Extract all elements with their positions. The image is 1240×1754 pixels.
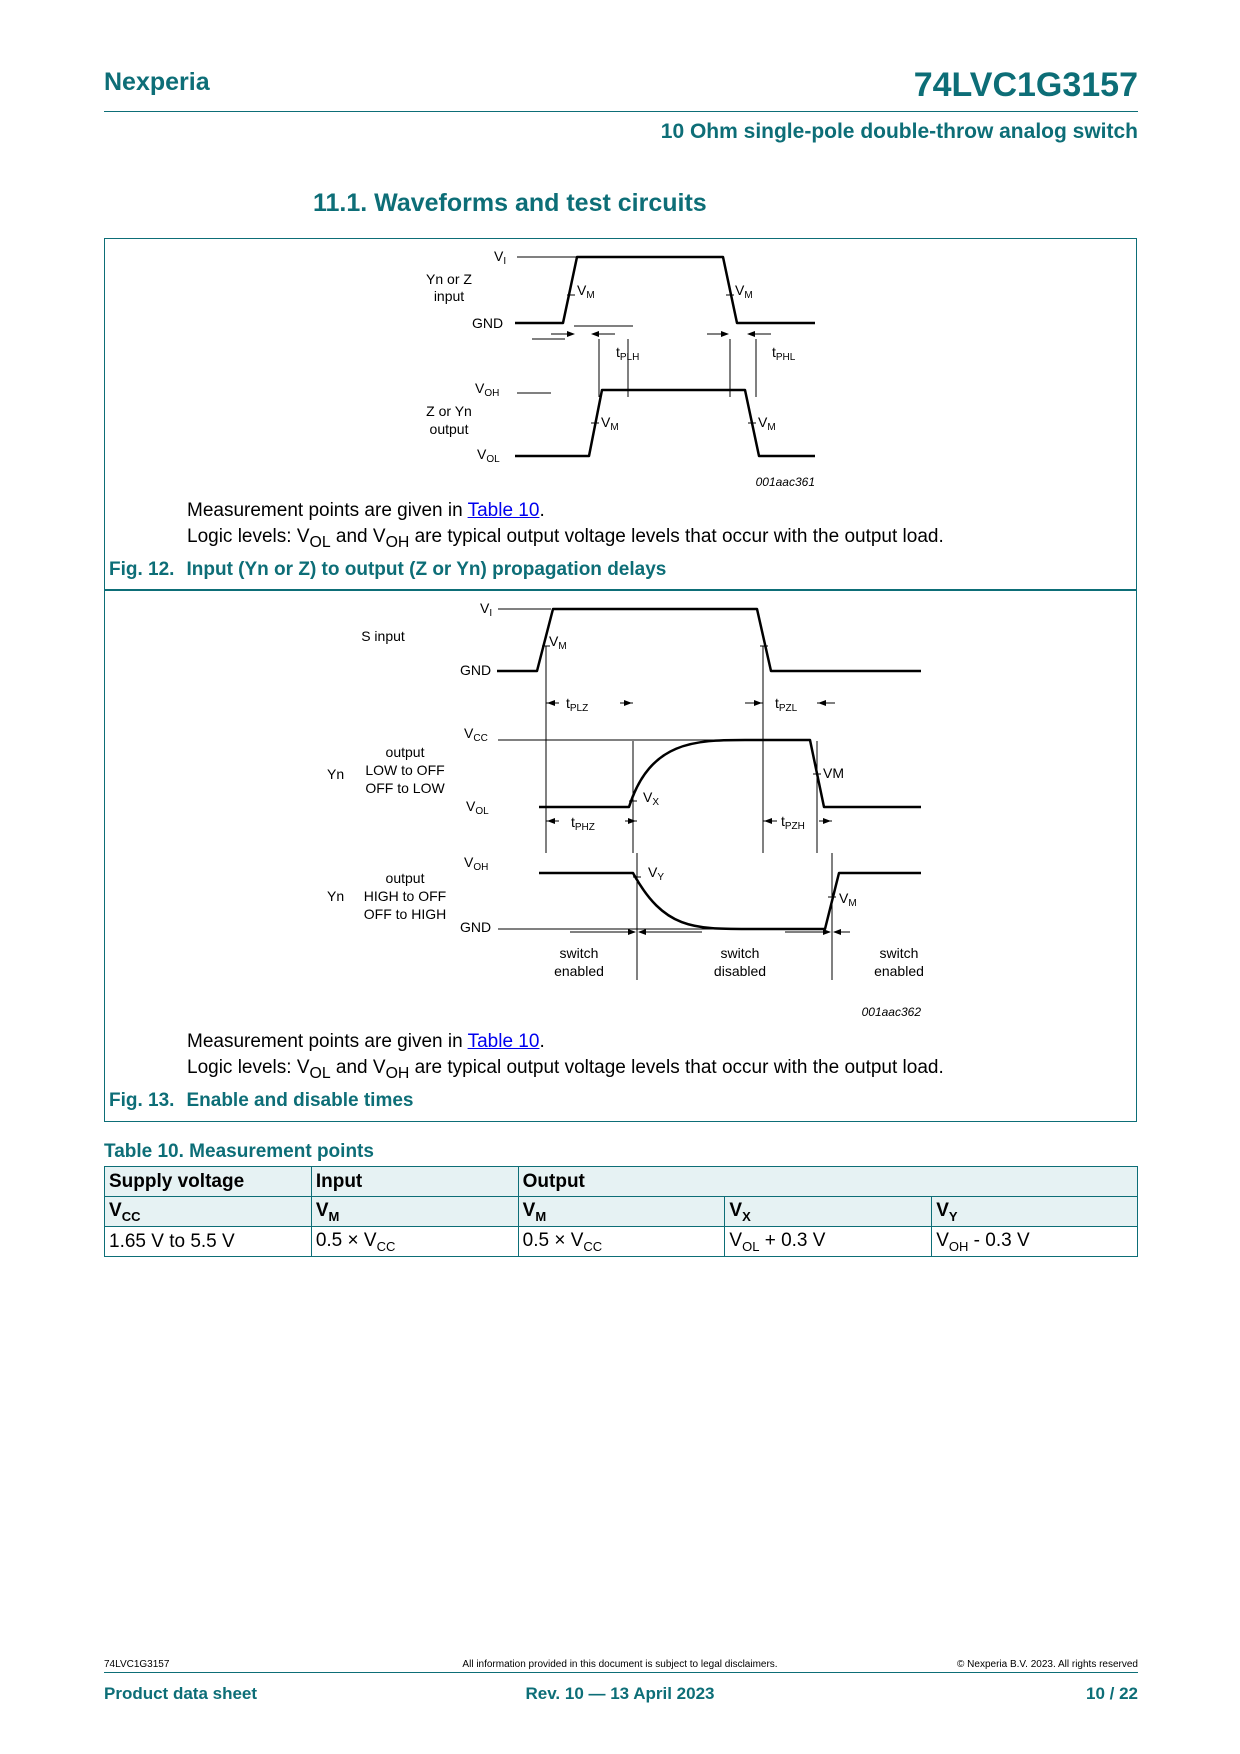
brand-name: Nexperia [104, 68, 210, 96]
header-cell: $V_M$ [311, 1197, 518, 1227]
figure-12-caption: Fig. 12. Input (Yn or Z) to output (Z or Yn) propagation delays [109, 559, 667, 580]
gnd-label: GND [460, 919, 492, 935]
switch-label: switch [879, 945, 919, 961]
figure-12 [104, 238, 1137, 590]
out-low-label-line2: LOW to OFF [365, 762, 445, 778]
s-input-waveform [497, 609, 921, 671]
vi-label: $V_I$ [494, 248, 507, 267]
arrowhead [547, 700, 555, 706]
figure-13 [104, 590, 1137, 1122]
vol-label: $V_{OL}$ [477, 446, 500, 465]
header-cell: Supply voltage [105, 1167, 312, 1197]
figure-code: 001aac362 [861, 1005, 921, 1019]
tplz-label: $t_{PLZ}$ [566, 695, 589, 714]
table-10-link[interactable]: Table 10 [467, 1031, 540, 1052]
header-cell: Output [518, 1167, 1137, 1197]
tplh-label: $t_{PLH}$ [616, 344, 640, 363]
figure-code: 001aac361 [755, 475, 815, 489]
logic-levels-note: Logic levels: $V_{OL}$ and $V_{OH}$ are typical output voltage levels that occur with the output load. [187, 526, 944, 551]
vi-label: $V_I$ [480, 600, 493, 619]
yn-label: Yn [327, 888, 345, 904]
measurement-points-table [104, 1166, 1138, 1257]
vm-label: $V_M$ [577, 282, 595, 301]
low-off-waveform [539, 740, 921, 807]
header-divider [104, 111, 1138, 112]
footer-revision: Rev. 10 — 13 April 2023 [525, 1684, 715, 1703]
header-cell: $V_X$ [725, 1197, 932, 1227]
tphz-label: $t_{PHZ}$ [571, 814, 595, 833]
input-label-line1: Yn or Z [426, 271, 472, 287]
arrowhead [624, 700, 632, 706]
header-cell: $V_M$ [518, 1197, 725, 1227]
table-group-header-row [105, 1167, 1138, 1197]
table-cell: $0.5 \times V_{CC}$ [518, 1227, 725, 1257]
arrowhead [747, 331, 755, 337]
arrowhead [823, 929, 831, 935]
s-input-label: S input [361, 628, 405, 644]
vy-label: $V_Y$ [648, 864, 665, 883]
header-cell: $V_Y$ [932, 1197, 1138, 1227]
header-cell: Input [311, 1167, 518, 1197]
table-row [105, 1227, 1138, 1257]
output-label-line1: Z or Yn [426, 403, 472, 419]
arrowhead [638, 929, 646, 935]
arrowhead [754, 700, 762, 706]
gnd-label: GND [460, 662, 492, 678]
out-low-label-line3: OFF to LOW [365, 780, 445, 796]
arrowhead [764, 818, 772, 824]
table-10-link[interactable]: Table 10 [467, 500, 540, 521]
tphl-label: $t_{PHL}$ [772, 344, 796, 363]
vol-label: $V_{OL}$ [466, 798, 489, 817]
arrowhead [721, 331, 729, 337]
arrowhead [547, 818, 555, 824]
vm-label: $V_M$ [758, 414, 776, 433]
table-cell: $V_{OL} + 0.3$ V [725, 1227, 932, 1257]
out-high-label-line2: HIGH to OFF [363, 888, 447, 904]
footer-part: 74LVC1G3157 [104, 1659, 170, 1670]
arrowhead [591, 331, 599, 337]
arrowhead [628, 929, 636, 935]
footer-doc-type: Product data sheet [104, 1684, 258, 1703]
vm-label: $V_M$ [601, 414, 619, 433]
enabled-label: enabled [554, 963, 604, 979]
table-10-title: Table 10. Measurement points [104, 1141, 374, 1162]
document-subtitle: 10 Ohm single-pole double-throw analog switch [660, 120, 1138, 143]
input-label-line2: input [433, 288, 465, 304]
footer-copyright: © Nexperia B.V. 2023. All rights reserved [957, 1659, 1138, 1670]
output-label-line2: output [429, 421, 469, 437]
high-off-waveform [539, 873, 921, 929]
arrowhead [818, 700, 826, 706]
vm-label: $V_M$ [549, 633, 567, 652]
vcc-label: $V_{CC}$ [464, 725, 488, 744]
part-number: 74LVC1G3157 [913, 66, 1138, 104]
measurement-note: Measurement points are given in Table 10. [187, 500, 545, 521]
out-high-label-line1: output [385, 870, 425, 886]
header-cell: $V_{CC}$ [105, 1197, 312, 1227]
table-cell: $0.5 \times V_{CC}$ [311, 1227, 518, 1257]
switch-label: switch [720, 945, 760, 961]
enabled-label: enabled [874, 963, 924, 979]
input-waveform [515, 257, 815, 323]
table-sub-header-row [105, 1197, 1138, 1227]
yn-label: Yn [327, 766, 345, 782]
vx-label: $V_X$ [643, 789, 660, 808]
tpzh-label: $t_{PZH}$ [781, 813, 805, 832]
voh-label: $V_{OH}$ [475, 380, 500, 399]
gnd-label: GND [472, 315, 504, 331]
vm-label: $V_M$ [839, 890, 857, 909]
table-cell: 1.65 V to 5.5 V [105, 1227, 312, 1257]
figure-13-caption: Fig. 13. Enable and disable times [109, 1090, 414, 1111]
measurement-note: Measurement points are given in Table 10. [187, 1031, 545, 1052]
out-low-label-line1: output [385, 744, 425, 760]
section-title: 11.1. Waveforms and test circuits [313, 189, 707, 217]
footer-divider [104, 1672, 1138, 1673]
out-high-label-line3: OFF to HIGH [363, 906, 447, 922]
arrowhead [833, 929, 841, 935]
arrowhead [628, 818, 636, 824]
footer-disclaimer: All information provided in this document is subject to legal disclaimers. [462, 1659, 778, 1670]
logic-levels-note: Logic levels: $V_{OL}$ and $V_{OH}$ are typical output voltage levels that occur with the output load. [187, 1057, 944, 1082]
page-number: 10 / 22 [1086, 1684, 1138, 1703]
tpzl-label: $t_{PZL}$ [775, 695, 798, 714]
vm-label: $V_M$ [735, 282, 753, 301]
switch-label: switch [559, 945, 599, 961]
vm-plain-label: VM [823, 765, 844, 781]
disabled-label: disabled [713, 963, 767, 979]
voh-label: $V_{OH}$ [464, 854, 489, 873]
arrowhead [567, 331, 575, 337]
table-cell: $V_{OH} - 0.3$ V [932, 1227, 1138, 1257]
arrowhead [823, 818, 831, 824]
